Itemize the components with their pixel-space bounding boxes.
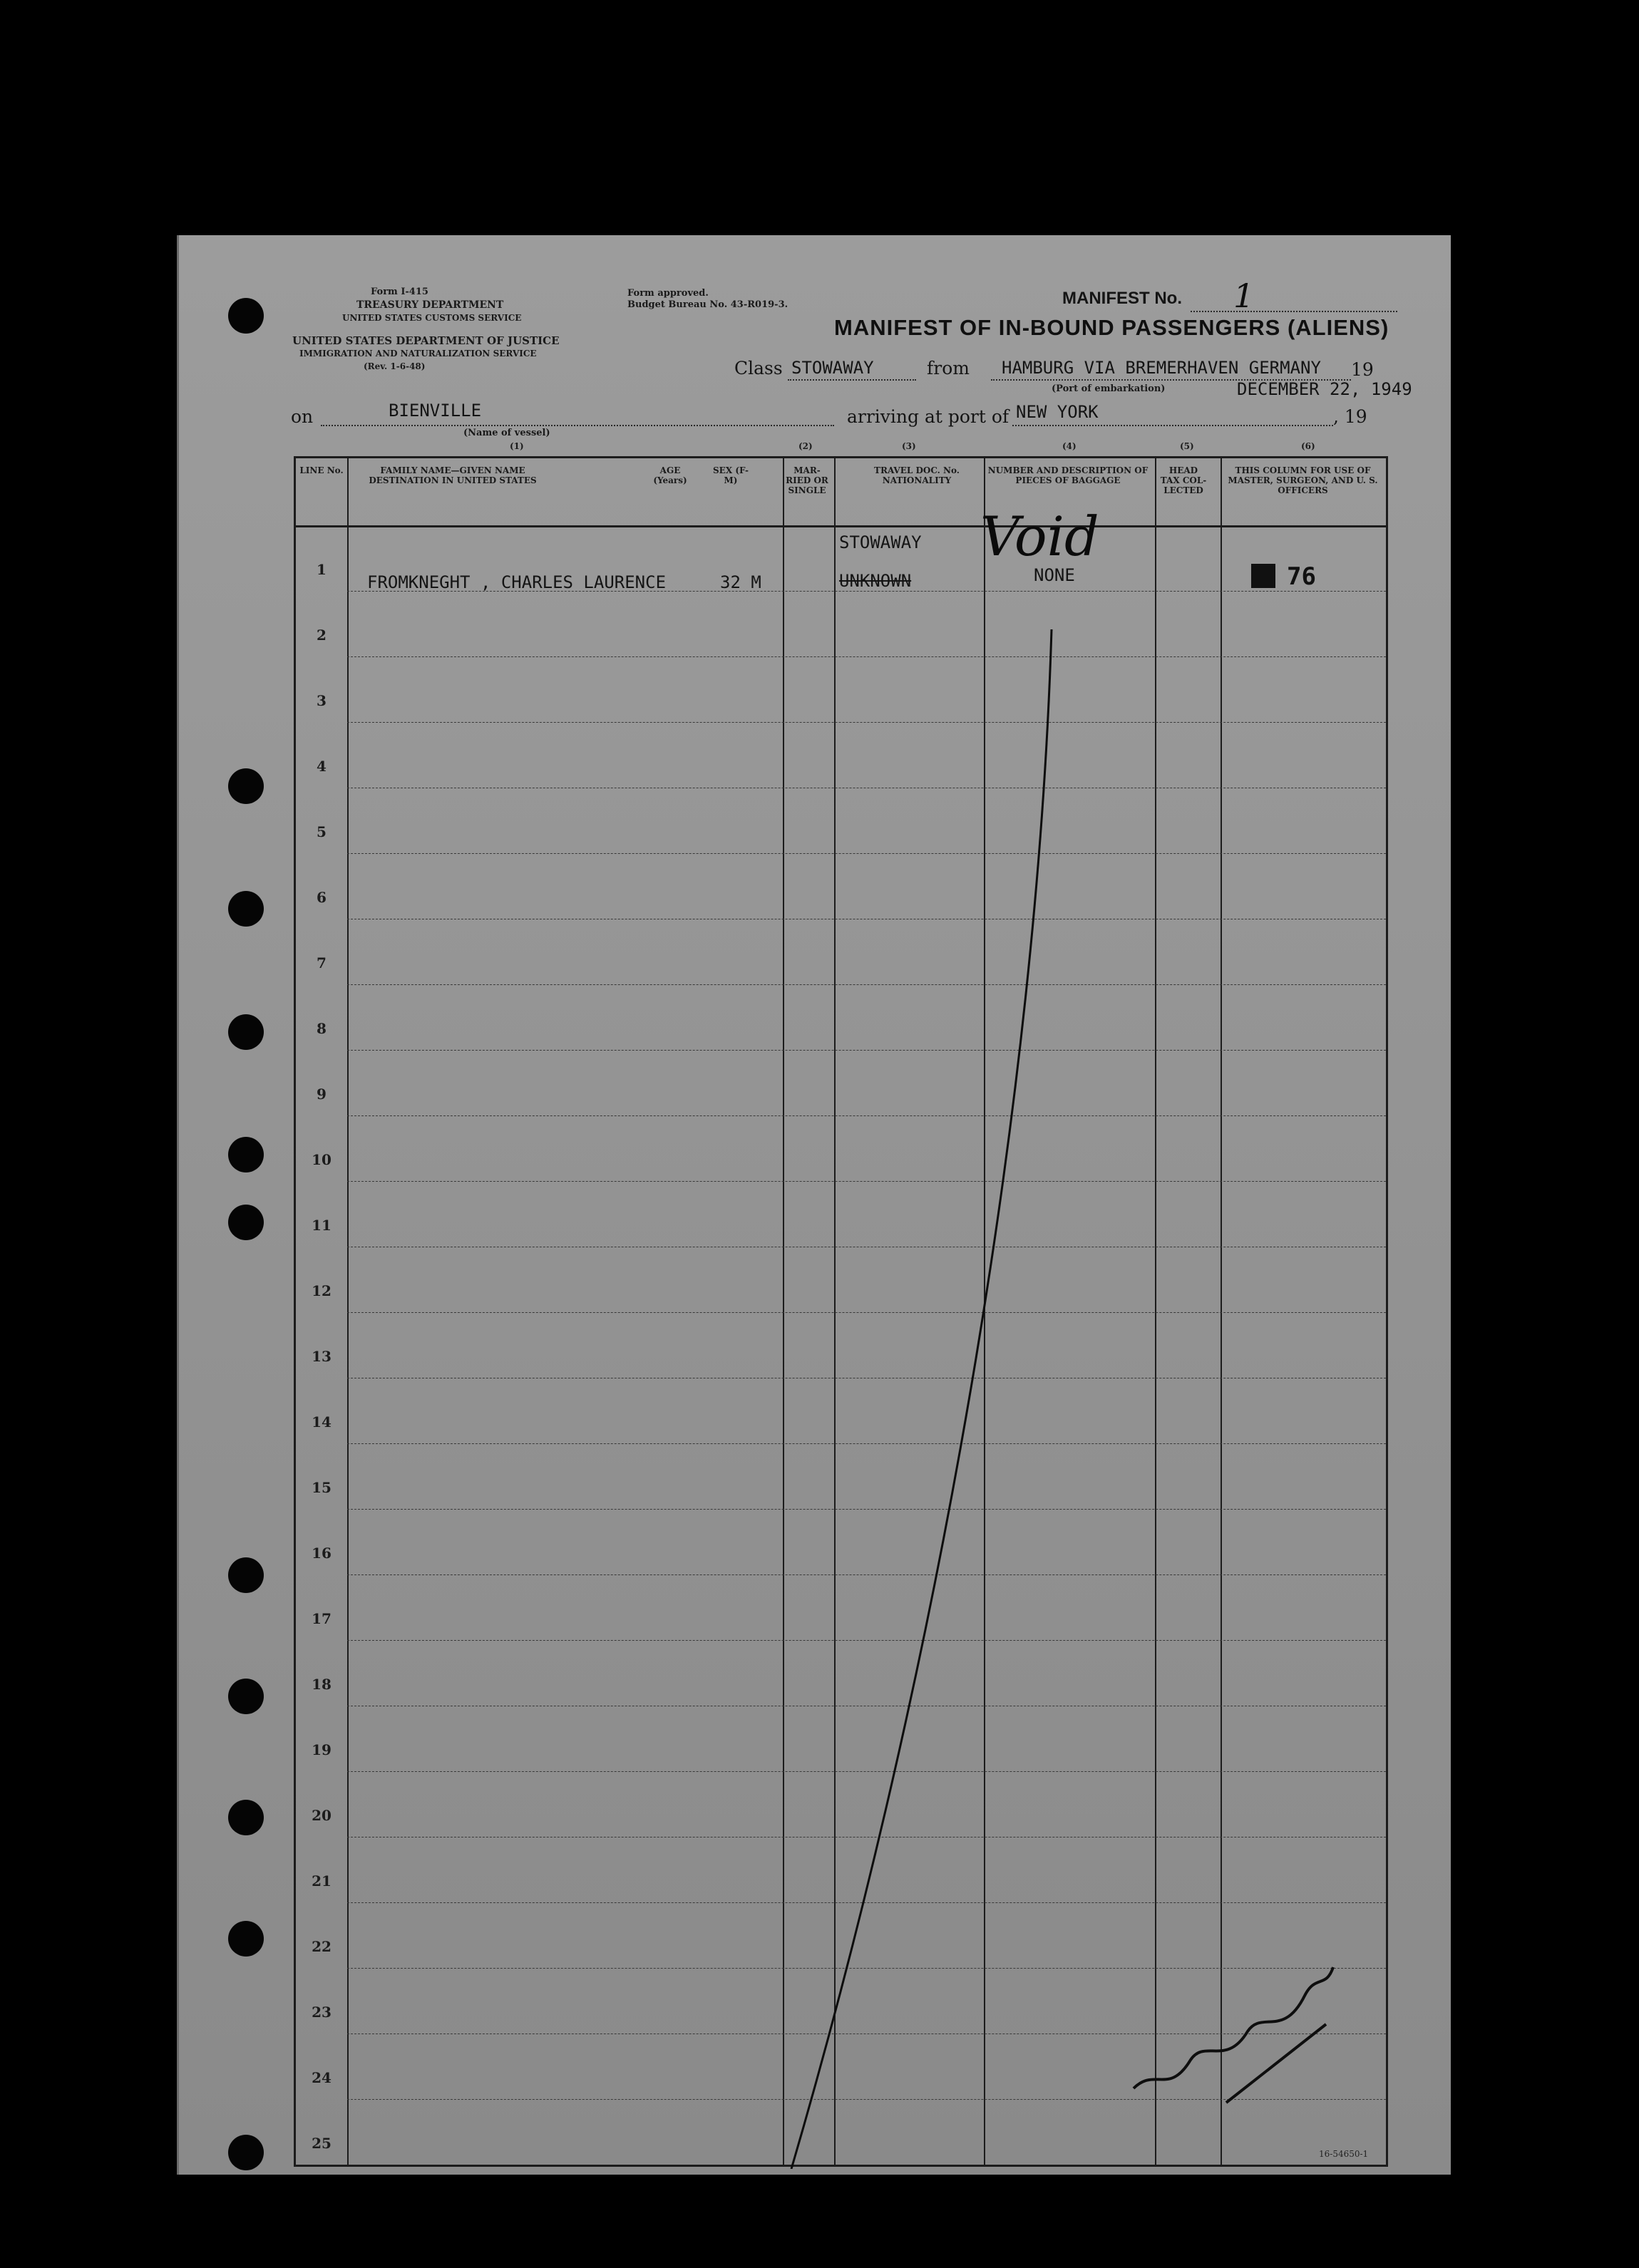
baggage: NONE [1034, 565, 1075, 585]
passenger-name: FROMKNEGHT , CHARLES LAURENCE [367, 572, 667, 592]
binder-hole [228, 2135, 264, 2170]
row-divider [347, 1443, 1386, 1444]
column-divider [834, 458, 836, 2165]
manifest-date: DECEMBER 22, 1949 [1237, 379, 1412, 399]
from-label: from [927, 358, 970, 378]
row-divider [347, 1181, 1386, 1182]
header-married: MAR-RIED OR SINGLE [786, 465, 828, 495]
nationality: UNKNOWN [839, 571, 912, 591]
officer-mark: 76 [1287, 562, 1316, 591]
line-number: 22 [312, 1938, 332, 1955]
line-number: 16 [312, 1545, 332, 1562]
line-number: 13 [312, 1348, 332, 1365]
binder-hole [228, 1014, 264, 1050]
row-divider [347, 1050, 1386, 1051]
year-label: 19 [1351, 359, 1374, 380]
line-number: 9 [317, 1086, 327, 1103]
vessel-name: BIENVILLE [389, 401, 482, 421]
row-divider [347, 1640, 1386, 1641]
column-divider [1221, 458, 1222, 2165]
customs-service: UNITED STATES CUSTOMS SERVICE [342, 313, 522, 323]
column-number: (4) [1062, 441, 1077, 451]
binder-hole [228, 1205, 264, 1240]
column-number: (6) [1301, 441, 1315, 451]
arrival-port: NEW YORK [1016, 402, 1099, 422]
line-number: 10 [312, 1151, 332, 1168]
binder-hole [228, 1679, 264, 1714]
line-number: 5 [317, 823, 327, 840]
header-travel: TRAVEL DOC. No. NATIONALITY [874, 465, 960, 485]
ins-label: IMMIGRATION AND NATURALIZATION SERVICE [299, 349, 537, 359]
row-divider [347, 722, 1386, 723]
line-number: 8 [317, 1020, 327, 1037]
header-line-no: LINE No. [299, 465, 344, 475]
row-divider [347, 1115, 1386, 1116]
row-divider [347, 1771, 1386, 1772]
embarkation-port: HAMBURG VIA BREMERHAVEN GERMANY [1002, 358, 1321, 378]
arriving-label: arriving at port of [847, 406, 1009, 427]
line-number: 6 [317, 889, 327, 906]
line-number: 4 [317, 758, 327, 775]
column-divider [984, 458, 985, 2165]
line-number: 23 [312, 2004, 332, 2021]
row-divider [347, 1312, 1386, 1313]
header-headtax: HEAD TAX COL-LECTED [1160, 465, 1207, 495]
officer-stamp-icon [1251, 564, 1275, 588]
department-of-justice: UNITED STATES DEPARTMENT OF JUSTICE [292, 334, 560, 347]
row-divider [347, 656, 1386, 657]
row-divider [347, 1574, 1386, 1575]
void-annotation: Void [980, 505, 1099, 568]
revision-date: (Rev. 1-6-48) [364, 361, 426, 371]
arrival-line [1012, 425, 1333, 426]
line-number: 21 [312, 1872, 332, 1890]
binder-hole [228, 768, 264, 804]
binder-hole [228, 1800, 264, 1835]
line-number: 15 [312, 1479, 332, 1496]
budget-bureau: Budget Bureau No. 43-R019-3. [627, 299, 788, 310]
binder-hole [228, 298, 264, 334]
class-value: STOWAWAY [791, 358, 874, 378]
vessel-line [321, 425, 834, 426]
form-number: Form I-415 [371, 287, 428, 297]
line-number: 20 [312, 1807, 332, 1824]
column-number: (3) [902, 441, 916, 451]
header-officers: THIS COLUMN FOR USE OF MASTER, SURGEON, AND U. S. OFFICERS [1228, 465, 1378, 495]
column-divider [783, 458, 784, 2165]
line-number: 14 [312, 1413, 332, 1431]
manifest-no-line [1191, 311, 1397, 312]
column-divider [347, 458, 349, 2165]
manifest-table [294, 441, 1388, 2167]
void-slash-icon [296, 458, 1390, 2169]
page-title: MANIFEST OF IN-BOUND PASSENGERS (ALIENS) [834, 315, 1389, 340]
manifest-no-label: MANIFEST No. [1062, 289, 1182, 308]
line-number: 24 [312, 2069, 332, 2086]
signature-icon [1126, 1924, 1340, 2117]
header-name: FAMILY NAME—GIVEN NAME DESTINATION IN UNITED STATES [369, 465, 537, 485]
header-baggage: NUMBER AND DESCRIPTION OF PIECES OF BAGGAGE [987, 465, 1149, 485]
class-line [788, 379, 916, 381]
line-number: 25 [312, 2135, 332, 2152]
row-divider [347, 853, 1386, 854]
travel-class: STOWAWAY [839, 532, 922, 552]
row-divider [347, 984, 1386, 985]
column-divider [1155, 458, 1156, 2165]
line-number: 11 [312, 1217, 332, 1234]
header-sex: SEX (F-M) [713, 465, 749, 485]
line-number: 12 [312, 1282, 332, 1299]
binder-hole [228, 1921, 264, 1957]
passenger-age-sex: 32 M [720, 572, 761, 592]
line-number: 3 [317, 692, 327, 709]
table-header [296, 458, 1386, 527]
line-number: 1 [317, 561, 327, 578]
manifest-number-handwritten: 1 [1233, 277, 1255, 315]
column-number: (1) [510, 441, 524, 451]
line-number: 17 [312, 1610, 332, 1627]
form-approved: Form approved. [627, 288, 709, 299]
column-number: (5) [1180, 441, 1194, 451]
header-age: AGE (Years) [653, 465, 687, 485]
class-label: Class [734, 358, 783, 378]
on-label: on [291, 406, 314, 427]
year-label-2: , 19 [1333, 406, 1367, 427]
port-caption: (Port of embarkation) [1052, 383, 1166, 394]
binder-hole [228, 1137, 264, 1172]
binder-hole [228, 891, 264, 927]
line-number: 2 [317, 627, 327, 644]
footer-code: 16-54650-1 [1319, 2149, 1369, 2159]
line-number: 18 [312, 1676, 332, 1693]
treasury-department: TREASURY DEPARTMENT [356, 299, 504, 311]
line-number: 7 [317, 954, 327, 971]
vessel-caption: (Name of vessel) [463, 428, 550, 438]
row-divider [347, 1509, 1386, 1510]
column-number: (2) [798, 441, 813, 451]
row-divider [347, 1902, 1386, 1903]
binder-hole [228, 1557, 264, 1593]
line-number: 19 [312, 1741, 332, 1758]
